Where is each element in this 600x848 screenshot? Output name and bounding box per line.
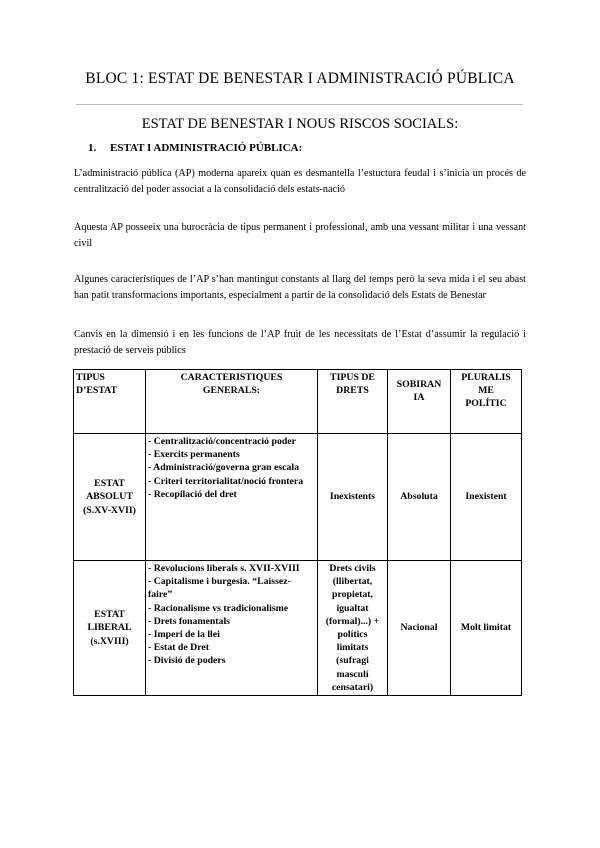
rights-line: Drets civils (329, 563, 376, 574)
rights-line: limitats (336, 642, 369, 654)
paragraph-3: Algunes característiques de l’AP s’han mantingut constants al llarg del temps però la seva mida i el seu abast han patit transformacions importants, especialment a partir de la consolidació dels Estats de Benestar (74, 274, 526, 301)
sovereignty-cell-liberal: Nacional (388, 561, 451, 696)
subsection-title: ESTAT I ADMINISTRACIÓ PÚBLICA: (110, 142, 303, 154)
feature-item: - Drets fonamentals (148, 615, 230, 627)
rights-line: (formal)...) + (325, 615, 380, 627)
feature-item: - Estat de Dret (148, 642, 210, 654)
header-line: D’ESTAT (76, 385, 118, 397)
feature-item: - Divisió de poders (148, 655, 226, 667)
sovereignty-cell-absolut: Absoluta (388, 434, 451, 561)
rights-line: censatari) (331, 681, 374, 693)
header-line: TIPUS DE (330, 372, 375, 383)
feature-item: - Centralització/concentració poder (148, 436, 296, 447)
header-sobirania (388, 370, 451, 434)
header-line: SOBIRAN (396, 379, 442, 390)
header-line: GENERALS: (202, 385, 261, 397)
feature-item: - Recopilació del dret (148, 488, 237, 500)
rights-line: propietat, (332, 589, 373, 601)
features-cell-liberal (146, 561, 318, 696)
section-title: ESTAT DE BENESTAR I NOUS RISCOS SOCIALS: (141, 116, 459, 132)
header-line: DRETS (336, 385, 369, 397)
pluralism-cell-liberal: Molt limitat (451, 561, 522, 696)
state-line: ABSOLUT (86, 491, 133, 503)
paragraph-2: Aquesta AP posseeix una burocràcia de tipus permanent i professional, amb una vessant militar i una vessant civil (74, 222, 526, 249)
table-header-row (74, 370, 522, 434)
state-line: ESTAT (94, 478, 125, 490)
feature-item: - Administració/governa gran escala (148, 462, 300, 474)
header-line: PLURALIS (461, 372, 511, 383)
feature-item: - Exercits permanents (148, 449, 240, 461)
rights-line: polítics (337, 629, 368, 641)
rights-line: igualtat (336, 602, 369, 614)
subsection-number: 1. (88, 142, 97, 154)
header-caracteristiques (146, 370, 318, 434)
state-types-table (73, 369, 522, 696)
state-line: (S.XV-XVII) (83, 504, 136, 516)
table-row (74, 561, 522, 696)
state-line: ESTAT (94, 609, 125, 621)
state-line: (s.XVIII) (90, 635, 129, 647)
rights-cell-absolut (318, 434, 388, 561)
rights-line: masculí (336, 668, 369, 680)
header-line: ME (478, 385, 494, 397)
features-cell-absolut (146, 434, 318, 561)
feature-item: - Racionalisme vs tradicionalisme (148, 602, 289, 614)
header-pluralisme (451, 370, 522, 434)
rights-line: (sufragi (336, 655, 369, 667)
paragraph-1: L’administració pública (AP) moderna apareix quan es desmantella l’estuctura feudal i s’inicia un procés de centralització del poder associat a la consolidació dels estats-nació (74, 168, 526, 195)
feature-item: - Criteri territorialitat/noció frontera (148, 475, 304, 487)
feature-item: - Revolucions liberals s. XVII-XVIII (148, 563, 300, 574)
header-tipus-drets (318, 370, 388, 434)
rights-line: Inexistents (329, 491, 376, 503)
header-line: CARACTERISTIQUES (180, 372, 283, 383)
rights-line: (llibertat, (332, 576, 373, 588)
state-line: LIBERAL (87, 622, 132, 634)
rights-cell-liberal (318, 561, 388, 696)
document-title: BLOC 1: ESTAT DE BENESTAR I ADMINISTRACIÓ PÚBLICA (85, 70, 515, 87)
header-line: POLÍTIC (465, 398, 507, 410)
title-divider (76, 104, 523, 105)
table-row (74, 434, 522, 561)
header-line: TIPUS (76, 372, 105, 383)
pluralism-cell-absolut: Inexistent (451, 434, 522, 561)
state-cell-liberal (74, 561, 146, 696)
feature-item: - Imperi de la llei (148, 629, 220, 641)
paragraph-4: Canvis en la dimensió i en les funcions de l’AP fruit de les necessitats de l’Estat d’assumir la regulació i prestació de serveis públics (74, 329, 526, 356)
header-line: IA (413, 392, 425, 404)
state-cell-absolut (74, 434, 146, 561)
feature-item: - Capitalisme i burgesia. “Laissez-faire” (148, 576, 291, 601)
subsection-heading (88, 142, 302, 154)
header-tipus-estat (74, 370, 146, 434)
